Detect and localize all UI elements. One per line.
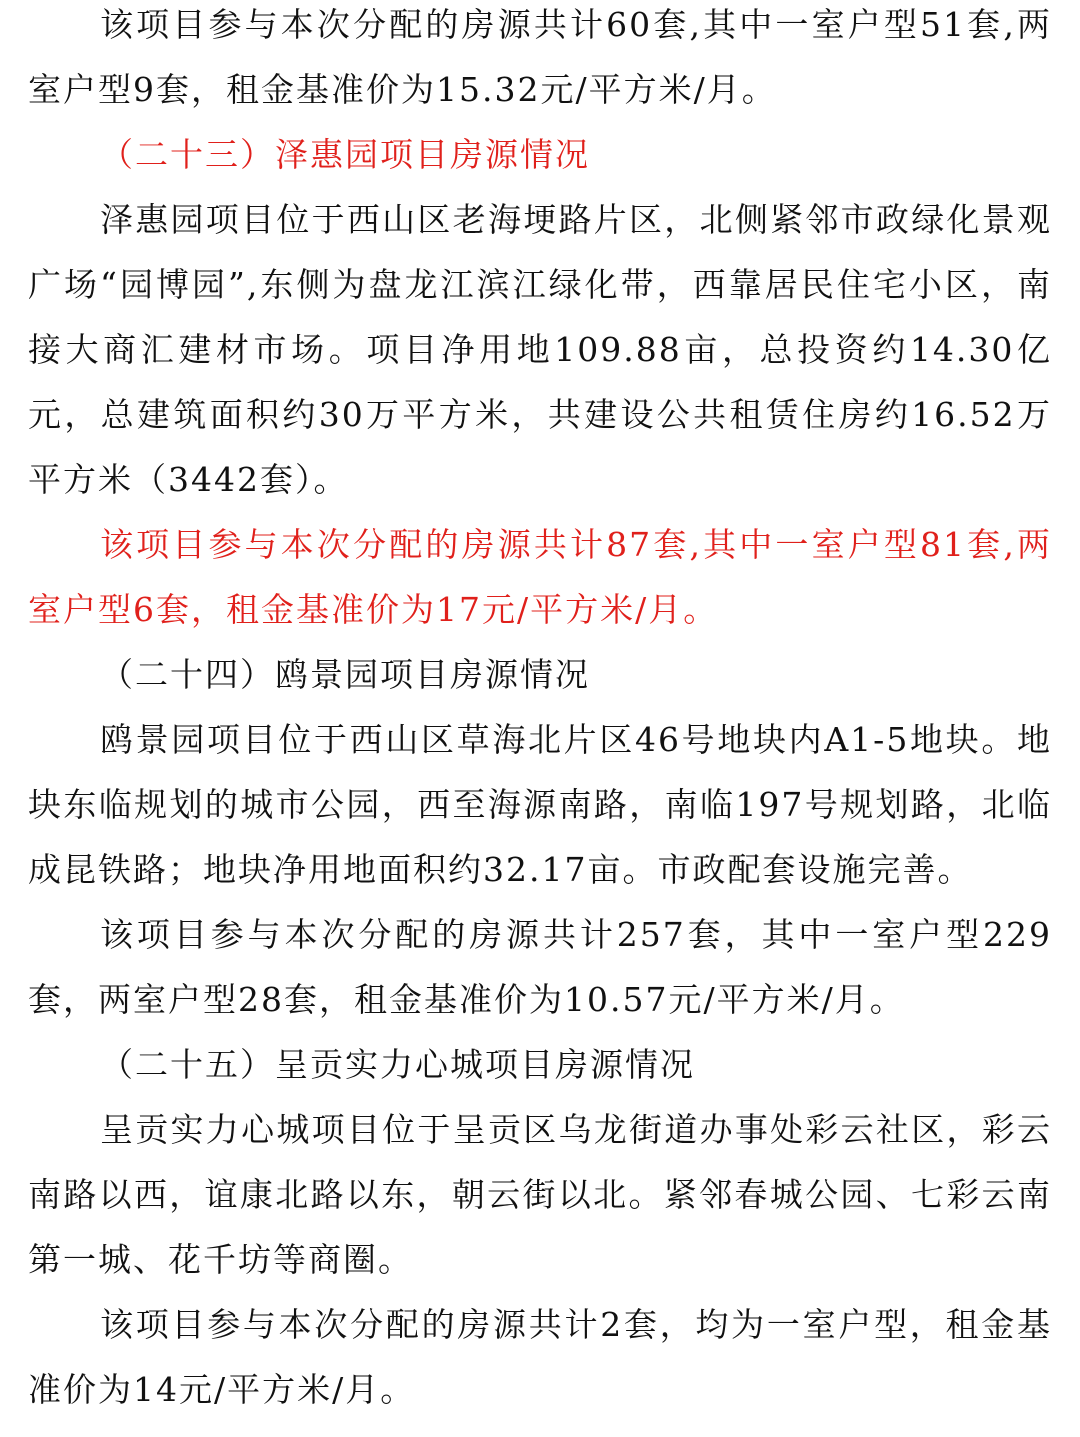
paragraph-chenggong-location: 呈贡实力心城项目位于呈贡区乌龙街道办事处彩云社区，彩云南路以西，谊康北路以东，朝云街以北。紧邻春城公园、七彩云南第一城、花千坊等商圈。 [28, 1110, 1052, 1279]
paragraph-oujingyuan-allocation: 该项目参与本次分配的房源共计257套，其中一室户型229套，两室户型28套，租金基准价为10.57元/平方米/月。 [28, 915, 1052, 1019]
paragraph-oujingyuan-location: 鸥景园项目位于西山区草海北片区46号地块内A1-5地块。地块东临规划的城市公园，西至海源南路，南临197号规划路，北临成昆铁路；地块净用地面积约32.17亩。市政配套设施完善。 [28, 720, 1052, 889]
section-heading-chenggong-shilixincheng: （二十五）呈贡实力心城项目房源情况 [100, 1045, 695, 1084]
paragraph-chenggong-allocation: 该项目参与本次分配的房源共计2套，均为一室户型，租金基准价为14元/平方米/月。 [28, 1305, 1052, 1409]
paragraph-prev-project-allocation: 该项目参与本次分配的房源共计60套,其中一室户型51套,两室户型9套，租金基准价为15.32元/平方米/月。 [28, 5, 1052, 109]
section-heading-zehuiyuan: （二十三）泽惠园项目房源情况 [100, 135, 590, 174]
paragraph-zehuiyuan-allocation: 该项目参与本次分配的房源共计87套,其中一室户型81套,两室户型6套，租金基准价为17元/平方米/月。 [28, 525, 1052, 629]
section-heading-oujingyuan: （二十四）鸥景园项目房源情况 [100, 655, 590, 694]
paragraph-zehuiyuan-location: 泽惠园项目位于西山区老海埂路片区，北侧紧邻市政绿化景观广场“园博园”,东侧为盘龙江滨江绿化带，西靠居民住宅小区，南接大商汇建材市场。项目净用地109.88亩，总投资约14.30亿元，总建筑面积约30万平方米，共建设公共租赁住房约16.52万平方米（3442套）。 [28, 200, 1052, 499]
